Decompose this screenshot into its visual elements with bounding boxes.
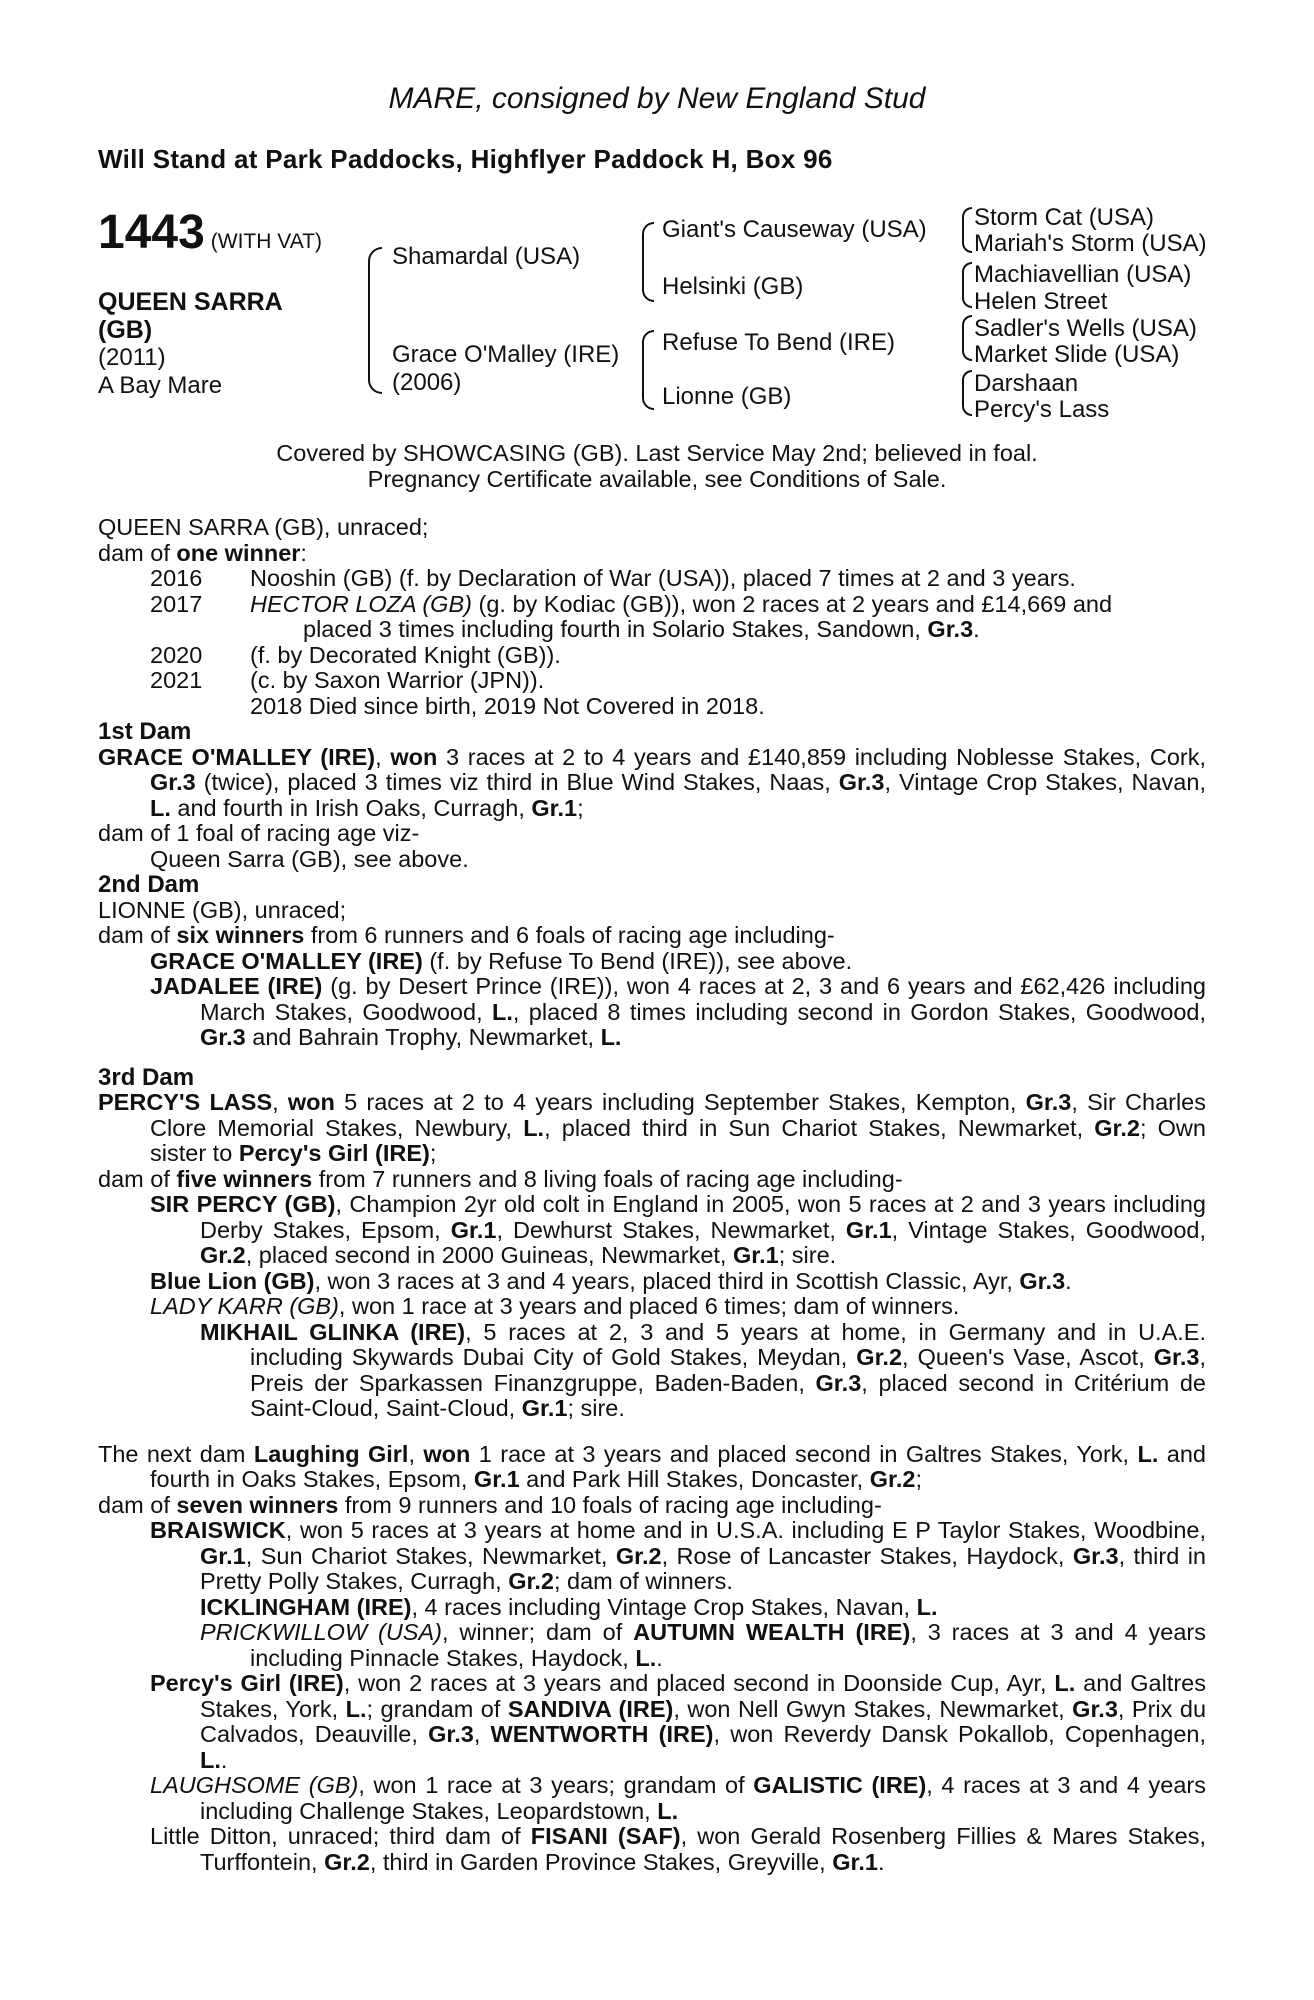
pedigree-brace-main: [368, 247, 382, 394]
grandprogeny-entry: [98, 1595, 1206, 1621]
text: dam of: [98, 539, 177, 566]
dam-name: GRACE O'MALLEY (IRE): [98, 743, 376, 770]
section-heading: 2nd Dam: [98, 871, 200, 898]
pedigree-ggs-3: Sadler's Wells (USA): [974, 315, 1197, 342]
dam-foals: dam of 1 foal of racing age viz-: [98, 820, 420, 846]
text: ; Own sister to: [150, 1114, 1206, 1166]
produce-summary: [98, 541, 1206, 567]
text: and Bahrain Trophy, Newmarket,: [245, 1024, 601, 1050]
section-heading: 1st Dam: [98, 718, 192, 745]
progeny-entry: [98, 1824, 1206, 1875]
text: from 9 runners and 10 foals of racing age including-: [338, 1491, 882, 1518]
dam-name: PERCY'S LASS: [98, 1089, 273, 1115]
text: 1 race at 3 years and placed second in Galtres Stakes, York,: [470, 1440, 1138, 1467]
grade: Gr.1: [450, 1216, 497, 1243]
dam-entry: [98, 1442, 1206, 1493]
grade: L.: [345, 1695, 367, 1722]
grade: Gr.3: [1019, 1267, 1066, 1294]
stand-location: Will Stand at Park Paddocks, Highflyer Paddock H, Box 96: [98, 144, 833, 174]
pedigree-brace-sd: [962, 262, 972, 308]
produce-text: placed 3 times including fourth in Solario Stakes, Sandown,: [303, 616, 928, 642]
progeny-entry: [98, 1518, 1206, 1595]
pedigree-ggs-1: Storm Cat (USA): [974, 204, 1155, 231]
produce-year: 2020: [150, 641, 203, 668]
grade: Gr.1: [521, 1395, 568, 1421]
pedigree-ggs-4: Darshaan: [974, 370, 1079, 397]
produce-intro: QUEEN SARRA (GB), unraced;: [98, 514, 429, 540]
text: .: [220, 1746, 228, 1773]
progeny-entry: [98, 1773, 1206, 1824]
grade: Gr.1: [473, 1466, 520, 1492]
dam-summary: [98, 923, 1206, 949]
grade: Gr.2: [1094, 1114, 1140, 1141]
text: (f. by Refuse To Bend (IRE)), see above.: [422, 947, 853, 974]
lot-number-value: 1443: [98, 206, 205, 259]
produce-year: 2017: [150, 590, 203, 617]
grade: Gr.3: [838, 769, 885, 795]
text: , winner; dam of: [441, 1619, 634, 1645]
produce-row: [98, 643, 1206, 669]
grade: L.: [600, 1024, 622, 1050]
progeny-entry: [98, 1671, 1206, 1773]
text: won: [390, 743, 438, 770]
progeny-name: GRACE O'MALLEY (IRE): [150, 947, 423, 974]
grade: L.: [657, 1797, 679, 1824]
text: , Sir Charles Clore Memorial Stakes, Newbury,: [150, 1089, 1207, 1141]
progeny-entry: [98, 949, 1206, 975]
pedigree-dam-year: (2006): [392, 369, 462, 396]
grandprogeny-entry: [98, 1620, 1206, 1671]
progeny-entry: [98, 974, 1206, 1051]
grade: L.: [635, 1644, 657, 1671]
horse-year: (2011): [98, 344, 166, 371]
grade: Gr.1: [845, 1216, 892, 1243]
progeny-name: Blue Lion (GB): [150, 1267, 315, 1294]
text: The next dam: [98, 1440, 254, 1467]
dam-summary: [98, 1493, 1206, 1519]
grade: Gr.2: [869, 1466, 916, 1492]
text: , won 1 race at 3 years; grandam of: [358, 1772, 754, 1798]
pedigree-ggd-4: Percy's Lass: [974, 396, 1110, 423]
horse-name: QUEEN SARRA: [98, 288, 283, 316]
text: ;: [577, 794, 584, 821]
text: , won Gerald Rosenberg Fillies & Mares Stakes, Turffontein,: [200, 1823, 1206, 1875]
text: , won Reverdy Dansk Pokallob, Copenhagen,: [713, 1721, 1207, 1747]
produce-text: (f. by Decorated Knight (GB)).: [250, 641, 561, 668]
text: and fourth in Irish Oaks, Curragh,: [170, 794, 532, 821]
dam-summary: [98, 1167, 1206, 1193]
text: ;: [429, 1140, 437, 1166]
text: , won Nell Gwyn Stakes, Newmarket,: [673, 1695, 1073, 1722]
winner-count: six winners: [176, 922, 305, 948]
text: , Vintage Stakes, Goodwood,: [891, 1216, 1206, 1243]
pedigree-brace-ss: [962, 207, 972, 253]
text: , 4 races including Vintage Crop Stakes, Navan,: [411, 1593, 917, 1620]
progeny-name: SANDIVA (IRE): [507, 1695, 674, 1722]
progeny-name: LAUGHSOME (GB): [150, 1772, 359, 1798]
winner-count: one winner: [176, 539, 301, 566]
text: 3 races at 2 to 4 years and £140,859 including Noblesse Stakes, Cork,: [437, 743, 1206, 770]
text: , Preis der Sparkassen Finanzgruppe, Baden-Baden,: [250, 1344, 1207, 1396]
page-title: MARE, consigned by New England Stud: [388, 82, 926, 115]
grade: Gr.2: [615, 1542, 662, 1569]
horse-origin: (GB): [98, 316, 153, 344]
grade: L.: [523, 1114, 545, 1141]
text: ; sire.: [567, 1395, 625, 1421]
dam-entry: [98, 1090, 1206, 1167]
grade: L.: [150, 794, 171, 821]
text: ,: [272, 1089, 288, 1115]
progeny-name: MIKHAIL GLINKA (IRE): [200, 1318, 466, 1345]
produce-row: [98, 592, 1206, 618]
text: ,: [375, 743, 391, 770]
grandprogeny-entry: [98, 1320, 1206, 1422]
grade: Gr.3: [815, 1369, 862, 1396]
text: , 5 races at 2, 3 and 5 years at home, in Germany and in U.A.E. including Skywards Dubai City of Gold Stakes, Meydan,: [250, 1318, 1206, 1370]
grade: Gr.3: [1072, 1695, 1118, 1722]
horse-description: A Bay Mare: [98, 372, 223, 399]
progeny-name: JADALEE (IRE): [150, 973, 323, 999]
grade: Gr.2: [324, 1848, 370, 1875]
progeny-name: FISANI (SAF): [530, 1823, 681, 1849]
pedigree-ggd-1: Mariah's Storm (USA): [974, 230, 1207, 257]
text: won: [287, 1089, 335, 1115]
winner-count: seven winners: [176, 1491, 339, 1518]
grade: Gr.3: [150, 769, 196, 795]
dam-foal-item: Queen Sarra (GB), see above.: [150, 845, 469, 872]
produce-row-cont: [98, 617, 1206, 643]
text: from 6 runners and 6 foals of racing age including-: [304, 922, 835, 948]
progeny-entry: [98, 1269, 1206, 1295]
produce-text: (g. by Kodiac (GB)), won 2 races at 2 years and £14,669 and: [471, 590, 1113, 617]
progeny-name: AUTUMN WEALTH (IRE): [633, 1619, 911, 1645]
text: , placed second in 2000 Guineas, Newmarket,: [245, 1242, 733, 1268]
text: .: [877, 1848, 885, 1875]
text: .: [656, 1644, 663, 1671]
text: ; sire.: [778, 1242, 837, 1268]
text: , Sun Chariot Stakes, Newmarket,: [245, 1542, 616, 1569]
produce-row: [98, 668, 1206, 694]
text: (g. by Desert Prince (IRE)), won 4 races at 2, 3 and 6 years and £62,426 including March Stakes, Goodwood,: [200, 973, 1206, 1025]
text: , Dewhurst Stakes, Newmarket,: [496, 1216, 846, 1243]
text: ;: [915, 1466, 922, 1492]
pregnancy-notice: Pregnancy Certificate available, see Conditions of Sale.: [367, 466, 947, 492]
progeny-name: BRAISWICK: [150, 1517, 286, 1543]
text: , 3 races at 3 and 4 years including Pinnacle Stakes, Haydock,: [250, 1619, 1206, 1671]
text: .: [973, 616, 980, 642]
grade: Gr.3: [927, 616, 974, 642]
text: , Prix du Calvados, Deauville,: [200, 1695, 1207, 1747]
grade: Gr.1: [200, 1542, 246, 1569]
progeny-name: Percy's Girl (IRE): [150, 1670, 344, 1696]
progeny-name: WENTWORTH (IRE): [490, 1721, 714, 1747]
sister-name: Percy's Girl (IRE): [238, 1140, 430, 1166]
pedigree-brace-dd: [962, 370, 972, 416]
text: Little Ditton, unraced; third dam of: [150, 1823, 531, 1849]
text: dam of: [98, 1165, 177, 1192]
grade: Gr.1: [531, 794, 578, 821]
pedigree-dam-dam: Lionne (GB): [662, 383, 792, 410]
grade: L.: [491, 998, 513, 1025]
text: (twice), placed 3 times viz third in Blue Wind Stakes, Naas,: [195, 769, 839, 795]
text: dam of: [98, 1491, 177, 1518]
text: , placed third in Sun Chariot Stakes, Newmarket,: [544, 1114, 1095, 1141]
text: , Vintage Crop Stakes, Navan,: [884, 769, 1206, 795]
produce-name: HECTOR LOZA (GB): [250, 590, 472, 617]
text: , 4 races at 3 and 4 years including Challenge Stakes, Leopardstown,: [200, 1772, 1206, 1824]
text: , third in Pretty Polly Stakes, Curragh,: [200, 1542, 1207, 1594]
winner-count: five winners: [176, 1165, 313, 1192]
text: and Galtres Stakes, York,: [200, 1670, 1206, 1722]
section-heading: 3rd Dam: [98, 1063, 195, 1091]
grade: L.: [1137, 1440, 1159, 1467]
progeny-entry: [98, 1192, 1206, 1269]
pedigree-sire-dam: Helsinki (GB): [662, 273, 804, 300]
text: :: [300, 539, 307, 566]
text: , third in Garden Province Stakes, Greyville,: [369, 1848, 833, 1875]
grade: L.: [1054, 1670, 1076, 1696]
pedigree-dam: Grace O'Malley (IRE): [392, 341, 620, 368]
text: and Park Hill Stakes, Doncaster,: [519, 1466, 870, 1492]
pedigree-brace-sire: [642, 222, 654, 302]
text: and fourth in Oaks Stakes, Epsom,: [150, 1440, 1206, 1492]
produce-year: 2016: [150, 565, 203, 591]
text: , won 2 races at 3 years and placed second in Doonside Cup, Ayr,: [343, 1670, 1055, 1696]
grade: Gr.3: [1025, 1089, 1072, 1115]
text: , placed second in Critérium de Saint-Cloud, Saint-Cloud,: [250, 1369, 1206, 1421]
grade: Gr.3: [428, 1721, 474, 1747]
text: , Queen's Vase, Ascot,: [902, 1344, 1154, 1370]
text: from 7 runners and 8 living foals of racing age including-: [312, 1165, 903, 1192]
progeny-name: LADY KARR (GB): [150, 1293, 339, 1319]
dam-name: Laughing Girl: [253, 1440, 409, 1467]
text: , won 1 race at 3 years and placed 6 times; dam of winners.: [338, 1293, 960, 1319]
text: ; grandam of: [366, 1695, 508, 1722]
vat-note: (WITH VAT): [210, 230, 322, 253]
text: , won 3 races at 3 and 4 years, placed third in Scottish Classic, Ayr,: [314, 1267, 1020, 1294]
catalogue-body: [98, 515, 1206, 1875]
text: dam of: [98, 922, 177, 948]
produce-row: [98, 566, 1206, 592]
pedigree-sire: Shamardal (USA): [392, 243, 581, 270]
progeny-name: PRICKWILLOW (USA): [200, 1619, 442, 1645]
lot-number: [98, 205, 322, 260]
pedigree-ggd-2: Helen Street: [974, 288, 1108, 315]
progeny-name: SIR PERCY (GB): [150, 1191, 336, 1217]
grade: Gr.1: [732, 1242, 779, 1268]
text: ,: [408, 1440, 424, 1467]
progeny-name: ICKLINGHAM (IRE): [200, 1593, 412, 1620]
text: , Champion 2yr old colt in England in 2005, won 5 races at 2 and 3 years including Derby Stakes, Epsom,: [200, 1191, 1206, 1243]
grade: Gr.3: [1072, 1542, 1119, 1569]
pedigree-dam-sire: Refuse To Bend (IRE): [662, 329, 896, 356]
grade: L.: [916, 1593, 938, 1620]
text: , Rose of Lancaster Stakes, Haydock,: [661, 1542, 1073, 1569]
grade: Gr.2: [200, 1242, 246, 1268]
text: ,: [473, 1721, 491, 1747]
grade: Gr.2: [508, 1568, 554, 1594]
grade: Gr.3: [200, 1024, 246, 1050]
grade: L.: [200, 1746, 221, 1773]
progeny-entry: [98, 1294, 1206, 1320]
text: , won 5 races at 3 years at home and in U.S.A. including E P Taylor Stakes, Woodbine,: [285, 1517, 1206, 1543]
dam-entry: LIONNE (GB), unraced;: [98, 896, 347, 923]
pedigree-ggs-2: Machiavellian (USA): [974, 261, 1192, 288]
grade: Gr.1: [832, 1848, 878, 1875]
produce-text: (c. by Saxon Warrior (JPN)).: [250, 667, 545, 693]
text: 5 races at 2 to 4 years including September Stakes, Kempton,: [334, 1089, 1026, 1115]
text: .: [1065, 1267, 1072, 1294]
text: ; dam of winners.: [553, 1568, 733, 1594]
pedigree-brace-ds: [962, 315, 972, 361]
dam-entry: [98, 745, 1206, 822]
pedigree-brace-dam: [642, 330, 654, 410]
produce-text: Nooshin (GB) (f. by Declaration of War (USA)), placed 7 times at 2 and 3 years.: [250, 565, 1076, 591]
produce-note: 2018 Died since birth, 2019 Not Covered in 2018.: [250, 692, 765, 719]
text: won: [423, 1440, 471, 1467]
grade: Gr.3: [1153, 1344, 1200, 1370]
text: , placed 8 times including second in Gordon Stakes, Goodwood,: [512, 998, 1206, 1025]
grade: Gr.2: [856, 1344, 903, 1370]
cover-notice: Covered by SHOWCASING (GB). Last Service May 2nd; believed in foal.: [276, 440, 1038, 466]
pedigree-sire-sire: Giant's Causeway (USA): [662, 216, 927, 243]
pedigree-ggd-3: Market Slide (USA): [974, 341, 1180, 368]
progeny-name: GALISTIC (IRE): [753, 1772, 927, 1798]
produce-year: 2021: [150, 667, 203, 693]
